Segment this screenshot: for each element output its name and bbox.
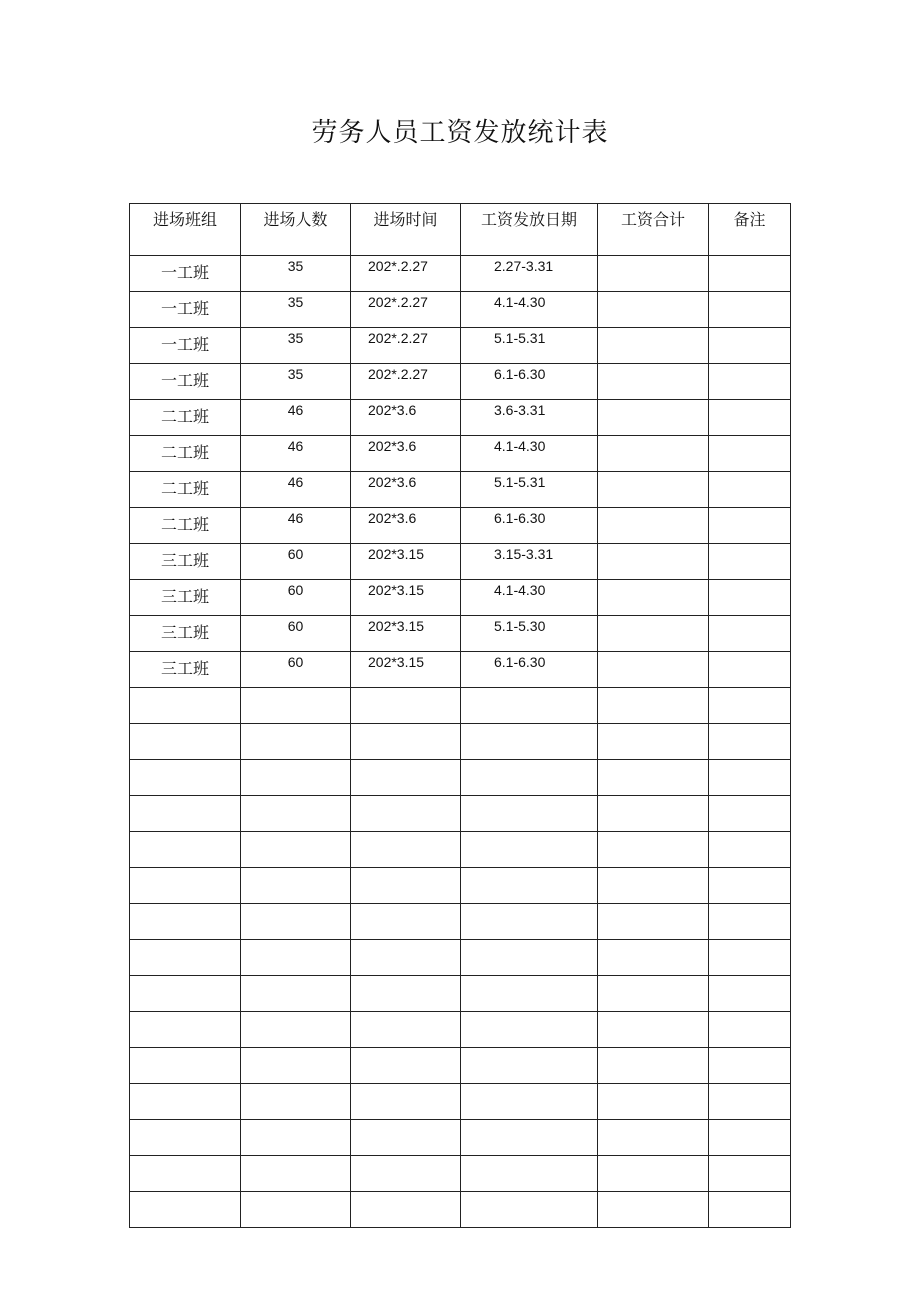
cell-team: [130, 1156, 241, 1192]
header-note: 备注: [709, 204, 791, 256]
cell-count: [241, 1120, 351, 1156]
table-row: [130, 652, 791, 688]
cell-pay-date: [461, 1192, 598, 1228]
cell-entry-time: [351, 796, 461, 832]
page-title: 劳务人员工资发放统计表: [311, 118, 609, 148]
cell-count: 60: [241, 616, 351, 652]
cell-note: [709, 436, 791, 472]
cell-team: [130, 904, 241, 940]
cell-wage-total: [598, 580, 709, 616]
cell-pay-date: [461, 868, 598, 904]
cell-team: [130, 724, 241, 760]
cell-team: 二工班: [130, 508, 241, 544]
cell-count: [241, 1084, 351, 1120]
cell-count: 46: [241, 508, 351, 544]
cell-note: [709, 328, 791, 364]
cell-pay-date: [461, 940, 598, 976]
cell-team: [130, 1048, 241, 1084]
cell-note: [709, 616, 791, 652]
cell-count: [241, 832, 351, 868]
cell-team: 三工班: [130, 652, 241, 688]
cell-count: 35: [241, 292, 351, 328]
table-row: [130, 616, 791, 652]
cell-entry-time: [351, 724, 461, 760]
cell-pay-date: [461, 688, 598, 724]
cell-count: 60: [241, 580, 351, 616]
cell-count: [241, 1156, 351, 1192]
cell-team: [130, 940, 241, 976]
table-row: [130, 760, 791, 796]
cell-entry-time: 202*.2.27: [351, 256, 461, 292]
cell-count: [241, 796, 351, 832]
cell-pay-date: [461, 1084, 598, 1120]
table-row: [130, 796, 791, 832]
cell-team: 一工班: [130, 292, 241, 328]
cell-team: [130, 760, 241, 796]
cell-note: [709, 472, 791, 508]
header-wage-total: 工资合计: [598, 204, 709, 256]
cell-wage-total: [598, 1120, 709, 1156]
cell-entry-time: 202*3.6: [351, 472, 461, 508]
table-row: [130, 940, 791, 976]
cell-pay-date: 4.1-4.30: [461, 580, 598, 616]
cell-entry-time: 202*3.15: [351, 616, 461, 652]
cell-note: [709, 1048, 791, 1084]
cell-count: [241, 1012, 351, 1048]
cell-count: [241, 940, 351, 976]
cell-wage-total: [598, 796, 709, 832]
cell-pay-date: [461, 760, 598, 796]
cell-note: [709, 508, 791, 544]
table-row: [130, 976, 791, 1012]
cell-entry-time: [351, 940, 461, 976]
cell-wage-total: [598, 940, 709, 976]
cell-pay-date: 6.1-6.30: [461, 364, 598, 400]
table-header-row: [130, 204, 791, 256]
cell-count: [241, 904, 351, 940]
cell-wage-total: [598, 976, 709, 1012]
cell-team: [130, 796, 241, 832]
cell-note: [709, 400, 791, 436]
table-row: [130, 724, 791, 760]
cell-entry-time: [351, 1192, 461, 1228]
cell-wage-total: [598, 1012, 709, 1048]
cell-wage-total: [598, 724, 709, 760]
cell-entry-time: [351, 760, 461, 796]
cell-entry-time: 202*.2.27: [351, 292, 461, 328]
cell-count: 46: [241, 400, 351, 436]
cell-note: [709, 1120, 791, 1156]
cell-note: [709, 724, 791, 760]
cell-entry-time: 202*3.6: [351, 508, 461, 544]
cell-pay-date: [461, 1048, 598, 1084]
cell-count: 35: [241, 364, 351, 400]
cell-pay-date: 5.1-5.30: [461, 616, 598, 652]
cell-wage-total: [598, 652, 709, 688]
cell-wage-total: [598, 688, 709, 724]
cell-wage-total: [598, 400, 709, 436]
cell-wage-total: [598, 832, 709, 868]
table-row: [130, 1192, 791, 1228]
table-row: [130, 1084, 791, 1120]
table-row: [130, 400, 791, 436]
cell-pay-date: 4.1-4.30: [461, 436, 598, 472]
cell-note: [709, 688, 791, 724]
table-row: [130, 1120, 791, 1156]
cell-entry-time: [351, 832, 461, 868]
cell-count: [241, 688, 351, 724]
cell-pay-date: 6.1-6.30: [461, 508, 598, 544]
cell-pay-date: [461, 976, 598, 1012]
table-row: [130, 868, 791, 904]
cell-count: [241, 760, 351, 796]
cell-pay-date: [461, 1012, 598, 1048]
cell-wage-total: [598, 1192, 709, 1228]
cell-entry-time: [351, 1120, 461, 1156]
cell-entry-time: [351, 1156, 461, 1192]
header-entry-time: 进场时间: [351, 204, 461, 256]
cell-wage-total: [598, 1048, 709, 1084]
cell-wage-total: [598, 904, 709, 940]
cell-entry-time: 202*3.15: [351, 580, 461, 616]
cell-team: 二工班: [130, 472, 241, 508]
cell-wage-total: [598, 508, 709, 544]
cell-entry-time: [351, 1012, 461, 1048]
cell-wage-total: [598, 292, 709, 328]
cell-note: [709, 1084, 791, 1120]
cell-team: 一工班: [130, 328, 241, 364]
cell-pay-date: [461, 796, 598, 832]
cell-note: [709, 1192, 791, 1228]
cell-note: [709, 832, 791, 868]
cell-pay-date: 3.15-3.31: [461, 544, 598, 580]
cell-note: [709, 544, 791, 580]
table-row: [130, 580, 791, 616]
cell-note: [709, 904, 791, 940]
header-count: 进场人数: [241, 204, 351, 256]
cell-entry-time: 202*.2.27: [351, 328, 461, 364]
cell-count: [241, 724, 351, 760]
cell-count: [241, 976, 351, 1012]
cell-pay-date: [461, 904, 598, 940]
cell-team: [130, 688, 241, 724]
cell-count: 46: [241, 436, 351, 472]
cell-pay-date: 4.1-4.30: [461, 292, 598, 328]
table-row: [130, 364, 791, 400]
cell-count: [241, 1192, 351, 1228]
cell-entry-time: [351, 904, 461, 940]
cell-entry-time: [351, 1084, 461, 1120]
table-row: [130, 688, 791, 724]
header-team: 进场班组: [130, 204, 241, 256]
table-row: [130, 832, 791, 868]
cell-entry-time: 202*.2.27: [351, 364, 461, 400]
cell-note: [709, 940, 791, 976]
cell-count: [241, 1048, 351, 1084]
cell-pay-date: 5.1-5.31: [461, 328, 598, 364]
cell-team: [130, 1120, 241, 1156]
cell-entry-time: [351, 688, 461, 724]
cell-team: 三工班: [130, 544, 241, 580]
cell-count: 60: [241, 544, 351, 580]
cell-team: [130, 1084, 241, 1120]
table-row: [130, 1048, 791, 1084]
cell-pay-date: [461, 1156, 598, 1192]
table-row: [130, 1012, 791, 1048]
table-row: [130, 328, 791, 364]
cell-wage-total: [598, 1156, 709, 1192]
table-row: [130, 256, 791, 292]
cell-wage-total: [598, 616, 709, 652]
cell-wage-total: [598, 364, 709, 400]
cell-pay-date: 3.6-3.31: [461, 400, 598, 436]
cell-wage-total: [598, 544, 709, 580]
table-row: [130, 292, 791, 328]
cell-note: [709, 256, 791, 292]
cell-note: [709, 652, 791, 688]
cell-wage-total: [598, 436, 709, 472]
cell-team: [130, 1012, 241, 1048]
cell-note: [709, 760, 791, 796]
cell-team: 二工班: [130, 436, 241, 472]
cell-note: [709, 1012, 791, 1048]
cell-count: 46: [241, 472, 351, 508]
cell-note: [709, 796, 791, 832]
cell-wage-total: [598, 760, 709, 796]
cell-note: [709, 1156, 791, 1192]
cell-pay-date: 5.1-5.31: [461, 472, 598, 508]
cell-entry-time: 202*3.6: [351, 436, 461, 472]
header-pay-date: 工资发放日期: [461, 204, 598, 256]
cell-entry-time: [351, 868, 461, 904]
cell-note: [709, 292, 791, 328]
cell-team: [130, 1192, 241, 1228]
cell-entry-time: 202*3.15: [351, 544, 461, 580]
cell-wage-total: [598, 868, 709, 904]
cell-wage-total: [598, 472, 709, 508]
cell-wage-total: [598, 1084, 709, 1120]
wage-statistics-table: [129, 203, 791, 1228]
cell-count: 60: [241, 652, 351, 688]
cell-entry-time: 202*3.6: [351, 400, 461, 436]
cell-pay-date: 2.27-3.31: [461, 256, 598, 292]
table-row: [130, 544, 791, 580]
cell-team: 三工班: [130, 616, 241, 652]
cell-count: [241, 868, 351, 904]
cell-wage-total: [598, 256, 709, 292]
cell-pay-date: 6.1-6.30: [461, 652, 598, 688]
cell-team: 一工班: [130, 364, 241, 400]
cell-note: [709, 868, 791, 904]
table-row: [130, 1156, 791, 1192]
cell-count: 35: [241, 256, 351, 292]
cell-count: 35: [241, 328, 351, 364]
cell-entry-time: [351, 1048, 461, 1084]
cell-team: 三工班: [130, 580, 241, 616]
cell-entry-time: [351, 976, 461, 1012]
cell-team: 二工班: [130, 400, 241, 436]
cell-pay-date: [461, 1120, 598, 1156]
cell-pay-date: [461, 832, 598, 868]
cell-team: [130, 976, 241, 1012]
cell-note: [709, 580, 791, 616]
cell-team: [130, 832, 241, 868]
cell-team: [130, 868, 241, 904]
table-row: [130, 472, 791, 508]
cell-wage-total: [598, 328, 709, 364]
cell-entry-time: 202*3.15: [351, 652, 461, 688]
cell-pay-date: [461, 724, 598, 760]
table-row: [130, 436, 791, 472]
cell-team: 一工班: [130, 256, 241, 292]
table-row: [130, 508, 791, 544]
cell-note: [709, 976, 791, 1012]
cell-note: [709, 364, 791, 400]
table-row: [130, 904, 791, 940]
